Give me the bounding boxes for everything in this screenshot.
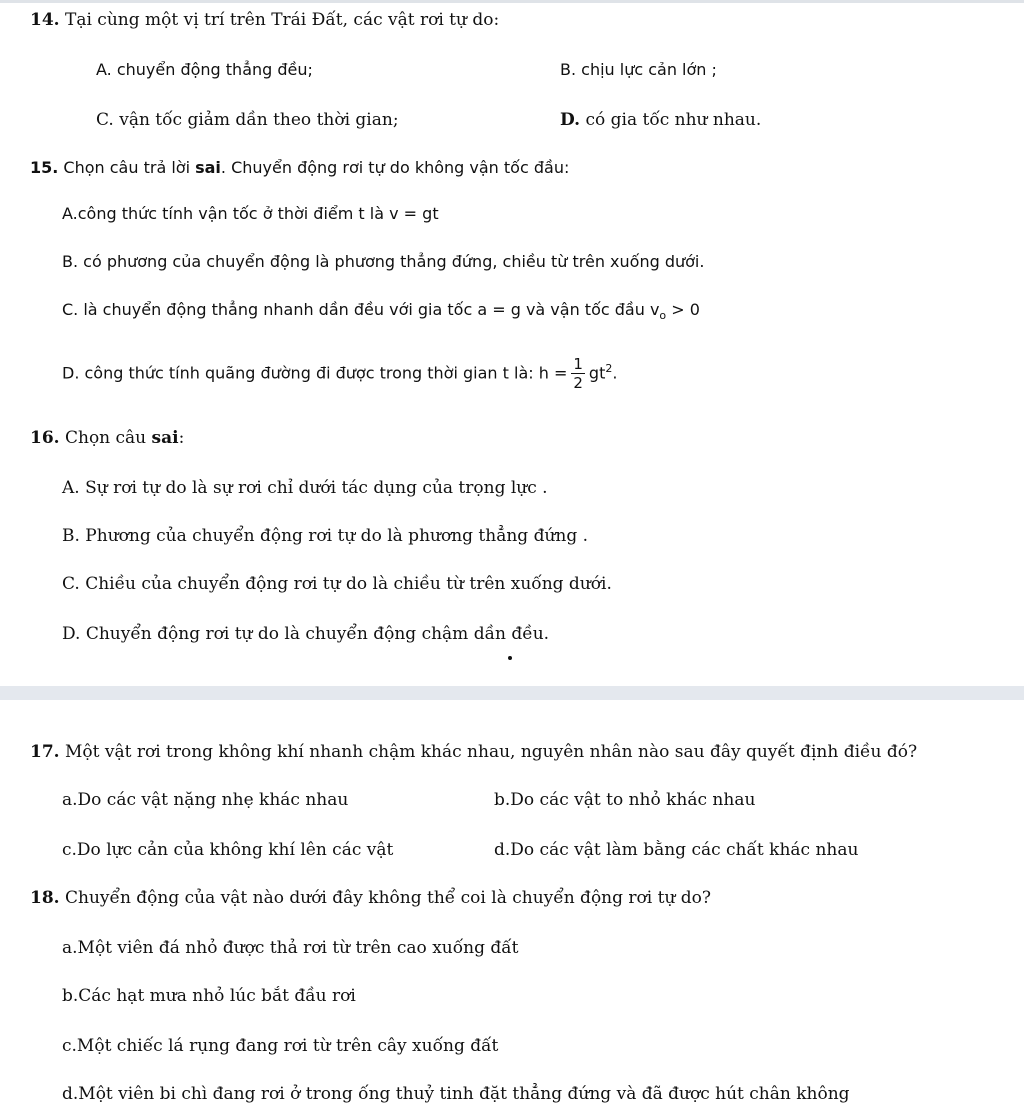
q17-option-d: d.Do các vật làm bằng các chất khác nhau <box>494 840 859 860</box>
q16-option-a: A. Sự rơi tự do là sự rơi chỉ dưới tác dụng của trọng lực . <box>62 478 548 498</box>
q15-stem-bold: sai <box>195 158 221 177</box>
q16-stem-bold: sai <box>151 428 179 448</box>
q17-option-a: a.Do các vật nặng nhẹ khác nhau <box>62 790 349 810</box>
q17-option-b: b.Do các vật to nhỏ khác nhau <box>494 790 756 810</box>
q17-number: 17. <box>30 742 60 762</box>
q18-number: 18. <box>30 888 60 908</box>
q15-option-d-sup: 2 <box>605 362 613 375</box>
page-separator-band <box>0 686 1024 700</box>
q15-stem-after: . Chuyển động rơi tự do không vận tốc đầu: <box>220 158 570 177</box>
q15-number: 15. <box>30 158 59 177</box>
q18-stem-text: Chuyển động của vật nào dưới đây không thể coi là chuyển động rơi tự do? <box>59 888 712 908</box>
top-divider <box>0 0 1024 3</box>
q16-option-d: D. Chuyển động rơi tự do là chuyển động chậm dần đều. <box>62 624 550 644</box>
q15-stem <box>30 156 569 180</box>
q18-stem <box>30 886 711 910</box>
fraction <box>571 355 585 392</box>
q16-option-b: B. Phương của chuyển động rơi tự do là phương thẳng đứng . <box>62 526 589 546</box>
q16-stem-after: : <box>178 428 185 448</box>
q15-option-d <box>62 346 617 396</box>
q17-stem <box>30 740 917 764</box>
q15-option-c-before: C. là chuyển động thẳng nhanh dần đều với gia tốc a = g và vận tốc đầu v <box>62 300 660 319</box>
fraction-denominator: 2 <box>573 374 583 393</box>
q18-option-a: a.Một viên đá nhỏ được thả rơi từ trên cao xuống đất <box>62 938 519 958</box>
q15-option-c <box>62 298 700 328</box>
q15-option-a: A.công thức tính vận tốc ở thời điểm t là v = gt <box>62 204 439 223</box>
q15-option-c-sub: o <box>659 309 667 323</box>
q15-option-d-after: gt <box>588 363 606 383</box>
q16-number: 16. <box>30 428 60 448</box>
q15-option-b: B. có phương của chuyển động là phương thẳng đứng, chiều từ trên xuống dưới. <box>62 252 705 271</box>
q14-option-d-text: có gia tốc như nhau. <box>580 110 762 130</box>
q14-option-a: A. chuyển động thẳng đều; <box>96 60 313 79</box>
q16-stem <box>30 426 184 450</box>
q16-stem-before: Chọn câu <box>59 428 152 448</box>
q18-option-b: b.Các hạt mưa nhỏ lúc bắt đầu rơi <box>62 986 356 1006</box>
fraction-numerator: 1 <box>573 355 583 374</box>
q14-option-d <box>560 108 761 132</box>
q15-stem-before: Chọn câu trả lời <box>58 158 196 177</box>
q18-option-d: d.Một viên bi chì đang rơi ở trong ống thuỷ tinh đặt thẳng đứng và đã được hút chân không <box>62 1084 850 1104</box>
q17-option-c: c.Do lực cản của không khí lên các vật <box>62 840 394 860</box>
q14-option-b: B. chịu lực cản lớn ; <box>560 60 717 79</box>
q16-option-c: C. Chiều của chuyển động rơi tự do là chiều từ trên xuống dưới. <box>62 574 612 594</box>
q18-option-c: c.Một chiếc lá rụng đang rơi từ trên cây xuống đất <box>62 1036 499 1056</box>
q14-option-d-label: D. <box>560 110 581 130</box>
q14-stem-text: Tại cùng một vị trí trên Trái Đất, các vật rơi tự do: <box>64 10 500 30</box>
q15-option-d-end: . <box>612 363 618 383</box>
q15-option-d-before: D. công thức tính quãng đường đi được trong thời gian t là: h = <box>62 363 568 383</box>
q17-stem-text: Một vật rơi trong không khí nhanh chậm khác nhau, nguyên nhân nào sau đây quyết định điều đó? <box>59 742 918 762</box>
q14-option-c: C. vận tốc giảm dần theo thời gian; <box>96 110 399 130</box>
q14-number: 14. <box>30 10 60 30</box>
stray-dot <box>508 656 512 660</box>
q15-option-c-after: > 0 <box>666 300 700 319</box>
q14-stem <box>30 8 499 32</box>
